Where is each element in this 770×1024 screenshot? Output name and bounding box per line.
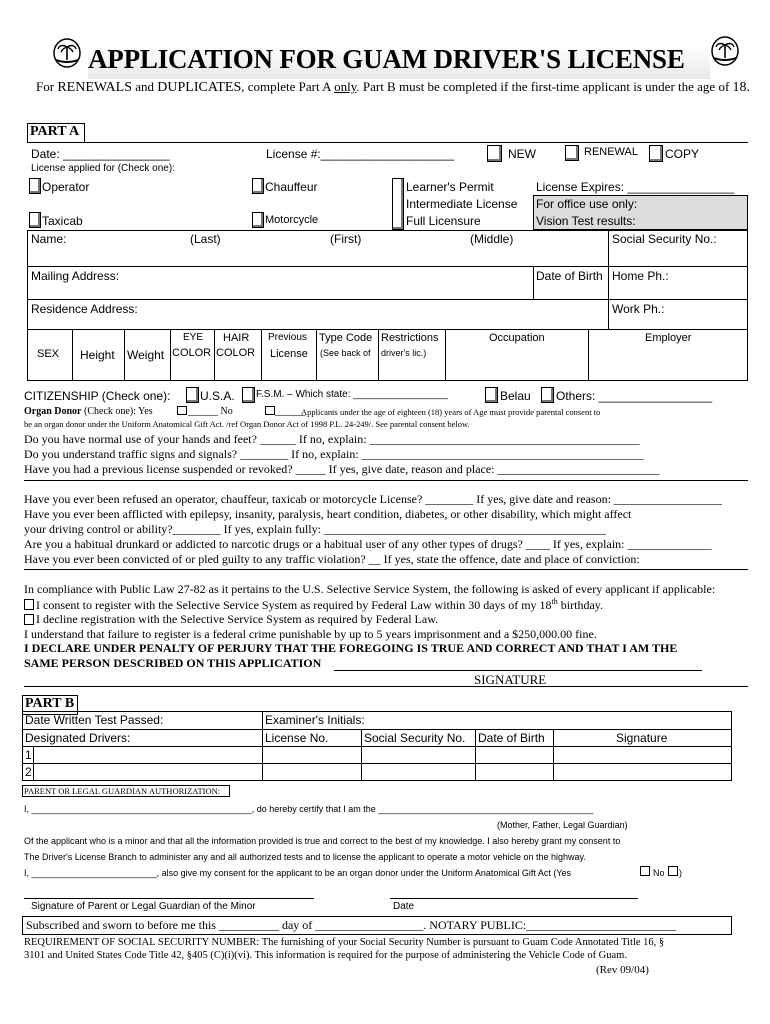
copy-label: COPY [665, 147, 700, 161]
usa-checkbox[interactable] [186, 387, 199, 403]
guam-seal-icon [710, 36, 740, 66]
parent-date-line[interactable] [390, 898, 638, 899]
middle-name-label: (Middle) [470, 232, 514, 246]
full-licensure-label: Full Licensure [406, 214, 481, 228]
occupation-label: Occupation [489, 332, 545, 344]
parent-organ-consent: I, _________________________, also give my consent for the applicant to be an organ donor under the Uniform Anatomical Gift Act (Yes [24, 868, 572, 878]
dob-header: Date of Birth [478, 731, 545, 745]
weight-label: Weight [127, 348, 165, 362]
restrictions-label: Restrictions [381, 332, 439, 344]
operator-checkbox[interactable] [29, 178, 41, 194]
eye-color-label: COLOR [172, 347, 212, 359]
license-number-field[interactable]: License #:____________________ [266, 147, 455, 161]
signature-label: SIGNATURE [474, 672, 547, 687]
parent-signature-label: Signature of Parent or Legal Guardian of the Minor [31, 901, 256, 912]
learners-permit-label: Learner's Permit [406, 180, 494, 194]
hair-color-label: COLOR [216, 347, 256, 359]
new-checkbox[interactable] [487, 145, 502, 162]
parent-certify[interactable]: I, ____________________________________________, do hereby certify that I am the ___________________________________________ [24, 804, 594, 814]
belau-label: Belau [500, 389, 531, 403]
license-expires-field[interactable]: License Expires: ________________ [536, 180, 735, 194]
intermediate-license-label: Intermediate License [406, 197, 518, 211]
question-epilepsy: Have you ever been afflicted with epilepsy, insanity, paralysis, heart condition, diabetes, or other disability, which might affect [24, 507, 632, 521]
license-applied-label: License applied for (Check one): [31, 163, 175, 174]
penalty-notice: I understand that failure to register is a federal crime punishable by up to 5 years imprisonment and a $250,000.00 fine. [24, 627, 597, 641]
renewal-label: RENEWAL [584, 146, 638, 158]
perjury-declaration-2: SAME PERSON DESCRIBED ON THIS APPLICATION [24, 656, 322, 670]
row-number-1: 1 [25, 748, 32, 762]
type-code-label: Type Code [319, 332, 373, 344]
dob-label: Date of Birth [536, 269, 603, 283]
signature-header: Signature [616, 731, 668, 745]
motorcycle-checkbox[interactable] [252, 212, 264, 228]
date-field[interactable]: Date: ________________ [31, 147, 170, 161]
license-label: License [270, 348, 308, 360]
organ-yes-checkbox[interactable] [177, 406, 187, 415]
learner-license-checkbox-group[interactable] [392, 178, 404, 230]
copy-checkbox[interactable] [649, 145, 663, 162]
perjury-declaration: I DECLARE UNDER PENALTY OF PERJURY THAT THE FOREGOING IS TRUE AND CORRECT AND THAT I AM THE [24, 641, 678, 655]
ssn-requirement-2: 3101 and United States Code Title 42, §405 (C)(i)(vi). This information is required for the purpose of administering the Vehicle Code of Guam. [24, 950, 627, 961]
question-traffic-violation[interactable]: Have you ever been convicted of or pled guilty to any traffic violation? __ If yes, state the offence, date and place of conviction: [24, 552, 640, 566]
operator-label: Operator [42, 180, 90, 194]
parent-signature-line[interactable] [24, 898, 314, 899]
motorcycle-label: Motorcycle [265, 214, 319, 226]
ssn-header: Social Security No. [364, 731, 466, 745]
parent-statement-1: Of the applicant who is a minor and that all the information provided is true and correct to the best of my knowledge. I also hereby grant my consent to [24, 836, 621, 846]
divider [27, 142, 748, 143]
selective-service-intro: In compliance with Public Law 27-82 as it pertains to the U.S. Selective Service System, the following is asked of every applicant if applicable: [24, 582, 716, 596]
eye-label: EYE [183, 332, 204, 343]
chauffeur-label: Chauffeur [265, 180, 318, 194]
question-refused[interactable]: Have you ever been refused an operator, chauffeur, taxicab or motorcycle License? ________ If yes, give date and reason: __________________ [24, 492, 722, 506]
taxicab-checkbox[interactable] [29, 212, 41, 228]
question-traffic-signs[interactable]: Do you understand traffic signs and signals? ________ If no, explain: _______________________________________________ [24, 447, 644, 461]
usa-label: U.S.A. [200, 389, 235, 403]
question-suspended[interactable]: Have you had a previous license suspended or revoked? _____ If yes, give date, reason and place: ___________________________ [24, 462, 660, 476]
signature-line[interactable] [334, 670, 702, 671]
hair-label: HAIR [223, 332, 250, 344]
parent-heading: PARENT OR LEGAL GUARDIAN AUTHORIZATION: [24, 786, 221, 796]
written-test-label: Date Written Test Passed: [25, 713, 164, 727]
organ-note-2: be an organ donor under the Uniform Anatomical Gift Act. /ref Organ Donor Act of 1998 P.L. 24-249/. See parental consent below. [24, 419, 470, 429]
decline-checkbox[interactable] [24, 614, 34, 625]
fsm-checkbox[interactable] [242, 387, 255, 403]
revision-label: (Rev 09/04) [596, 964, 649, 976]
page-title: APPLICATION FOR GUAM DRIVER'S LICENSE [88, 44, 685, 74]
others-label: Others: _________________ [556, 389, 713, 403]
consent-checkbox[interactable] [24, 599, 34, 610]
residence-address-label: Residence Address: [31, 302, 138, 316]
examiner-initials-label: Examiner's Initials: [265, 713, 365, 727]
part-a-heading: PART A [30, 124, 80, 139]
license-no-header: License No. [265, 731, 329, 745]
consent-label: I consent to register with the Selective Service System as required by Federal Law within 30 days of my 18th birthday. [36, 597, 603, 612]
new-label: NEW [508, 147, 536, 161]
employer-label: Employer [645, 332, 692, 344]
taxicab-label: Taxicab [42, 214, 83, 228]
question-epilepsy-explain[interactable]: your driving control or ability?________ If yes, explain fully: _______________________________________________ [24, 522, 606, 536]
last-name-label: (Last) [190, 232, 221, 246]
chauffeur-checkbox[interactable] [252, 178, 264, 194]
notary-line[interactable]: Subscribed and sworn to before me this __________ day of __________________. NOTARY PUBLIC:_________________________ [26, 918, 677, 932]
belau-checkbox[interactable] [485, 387, 498, 403]
fsm-label: F.S.M. – Which state: _________________ [256, 389, 448, 400]
home-phone-label: Home Ph.: [612, 269, 669, 283]
see-back-label: (See back of [320, 348, 371, 358]
organ-note: Applicants under the age of eighteen (18) years of Age must provide parental consent to [301, 407, 601, 417]
guam-seal-icon [52, 38, 82, 68]
citizenship-label: CITIZENSHIP (Check one): [24, 389, 171, 403]
page-subtitle: For RENEWALS and DUPLICATES, complete Part A only. Part B must be completed if the first-time applicant is under the age of 18. [36, 79, 751, 95]
row-number-2: 2 [25, 765, 32, 779]
parent-organ-end: ) [679, 868, 682, 878]
question-drugs[interactable]: Are you a habitual drunkard or addicted to narcotic drugs or a habitual user of any other types of drugs? ____ If yes, explain: ______________ [24, 537, 712, 551]
vision-test-label: Vision Test results: [536, 214, 636, 228]
work-phone-label: Work Ph.: [612, 302, 665, 316]
question-hands-feet[interactable]: Do you have normal use of your hands and feet? ______ If no, explain: _____________________________________________ [24, 432, 640, 446]
office-use-label: For office use only: [536, 197, 638, 211]
previous-label: Previous [268, 332, 307, 343]
height-label: Height [80, 348, 115, 362]
mailing-address-label: Mailing Address: [31, 269, 120, 283]
name-label: Name: [31, 232, 67, 246]
parent-statement-2: The Driver's License Branch to administer any and all authorized tests and to license the applicant to operate a motor vehicle on the highway. [24, 852, 586, 862]
parent-date-label: Date [393, 901, 415, 912]
renewal-checkbox[interactable] [565, 145, 579, 161]
parent-organ-yes-checkbox[interactable] [640, 866, 650, 876]
sex-label: SEX [37, 348, 60, 360]
decline-label: I decline registration with the Selective Service System as required by Federal Law. [36, 612, 439, 626]
organ-no-label: ______ No [188, 406, 233, 417]
parent-organ-no-label: No [653, 868, 665, 878]
parent-organ-no-checkbox[interactable] [668, 866, 678, 876]
organ-blank: ______ [275, 406, 305, 417]
first-name-label: (First) [330, 232, 362, 246]
ssn-requirement: REQUIREMENT OF SOCIAL SECURITY NUMBER: The furnishing of your Social Security Number is pursuant to Guam Code Annotated Title 16, § [24, 937, 665, 948]
organ-donor-row: Organ Donor (Check one): Yes [24, 406, 153, 417]
drivers-lic-label: driver's lic.) [381, 348, 427, 358]
designated-drivers-label: Designated Drivers: [25, 731, 131, 745]
part-b-heading: PART B [25, 696, 75, 711]
ssn-label: Social Security No.: [612, 232, 717, 246]
relation-label: (Mother, Father, Legal Guardian) [497, 820, 628, 830]
organ-no-checkbox[interactable] [265, 406, 275, 415]
others-checkbox[interactable] [541, 387, 554, 403]
